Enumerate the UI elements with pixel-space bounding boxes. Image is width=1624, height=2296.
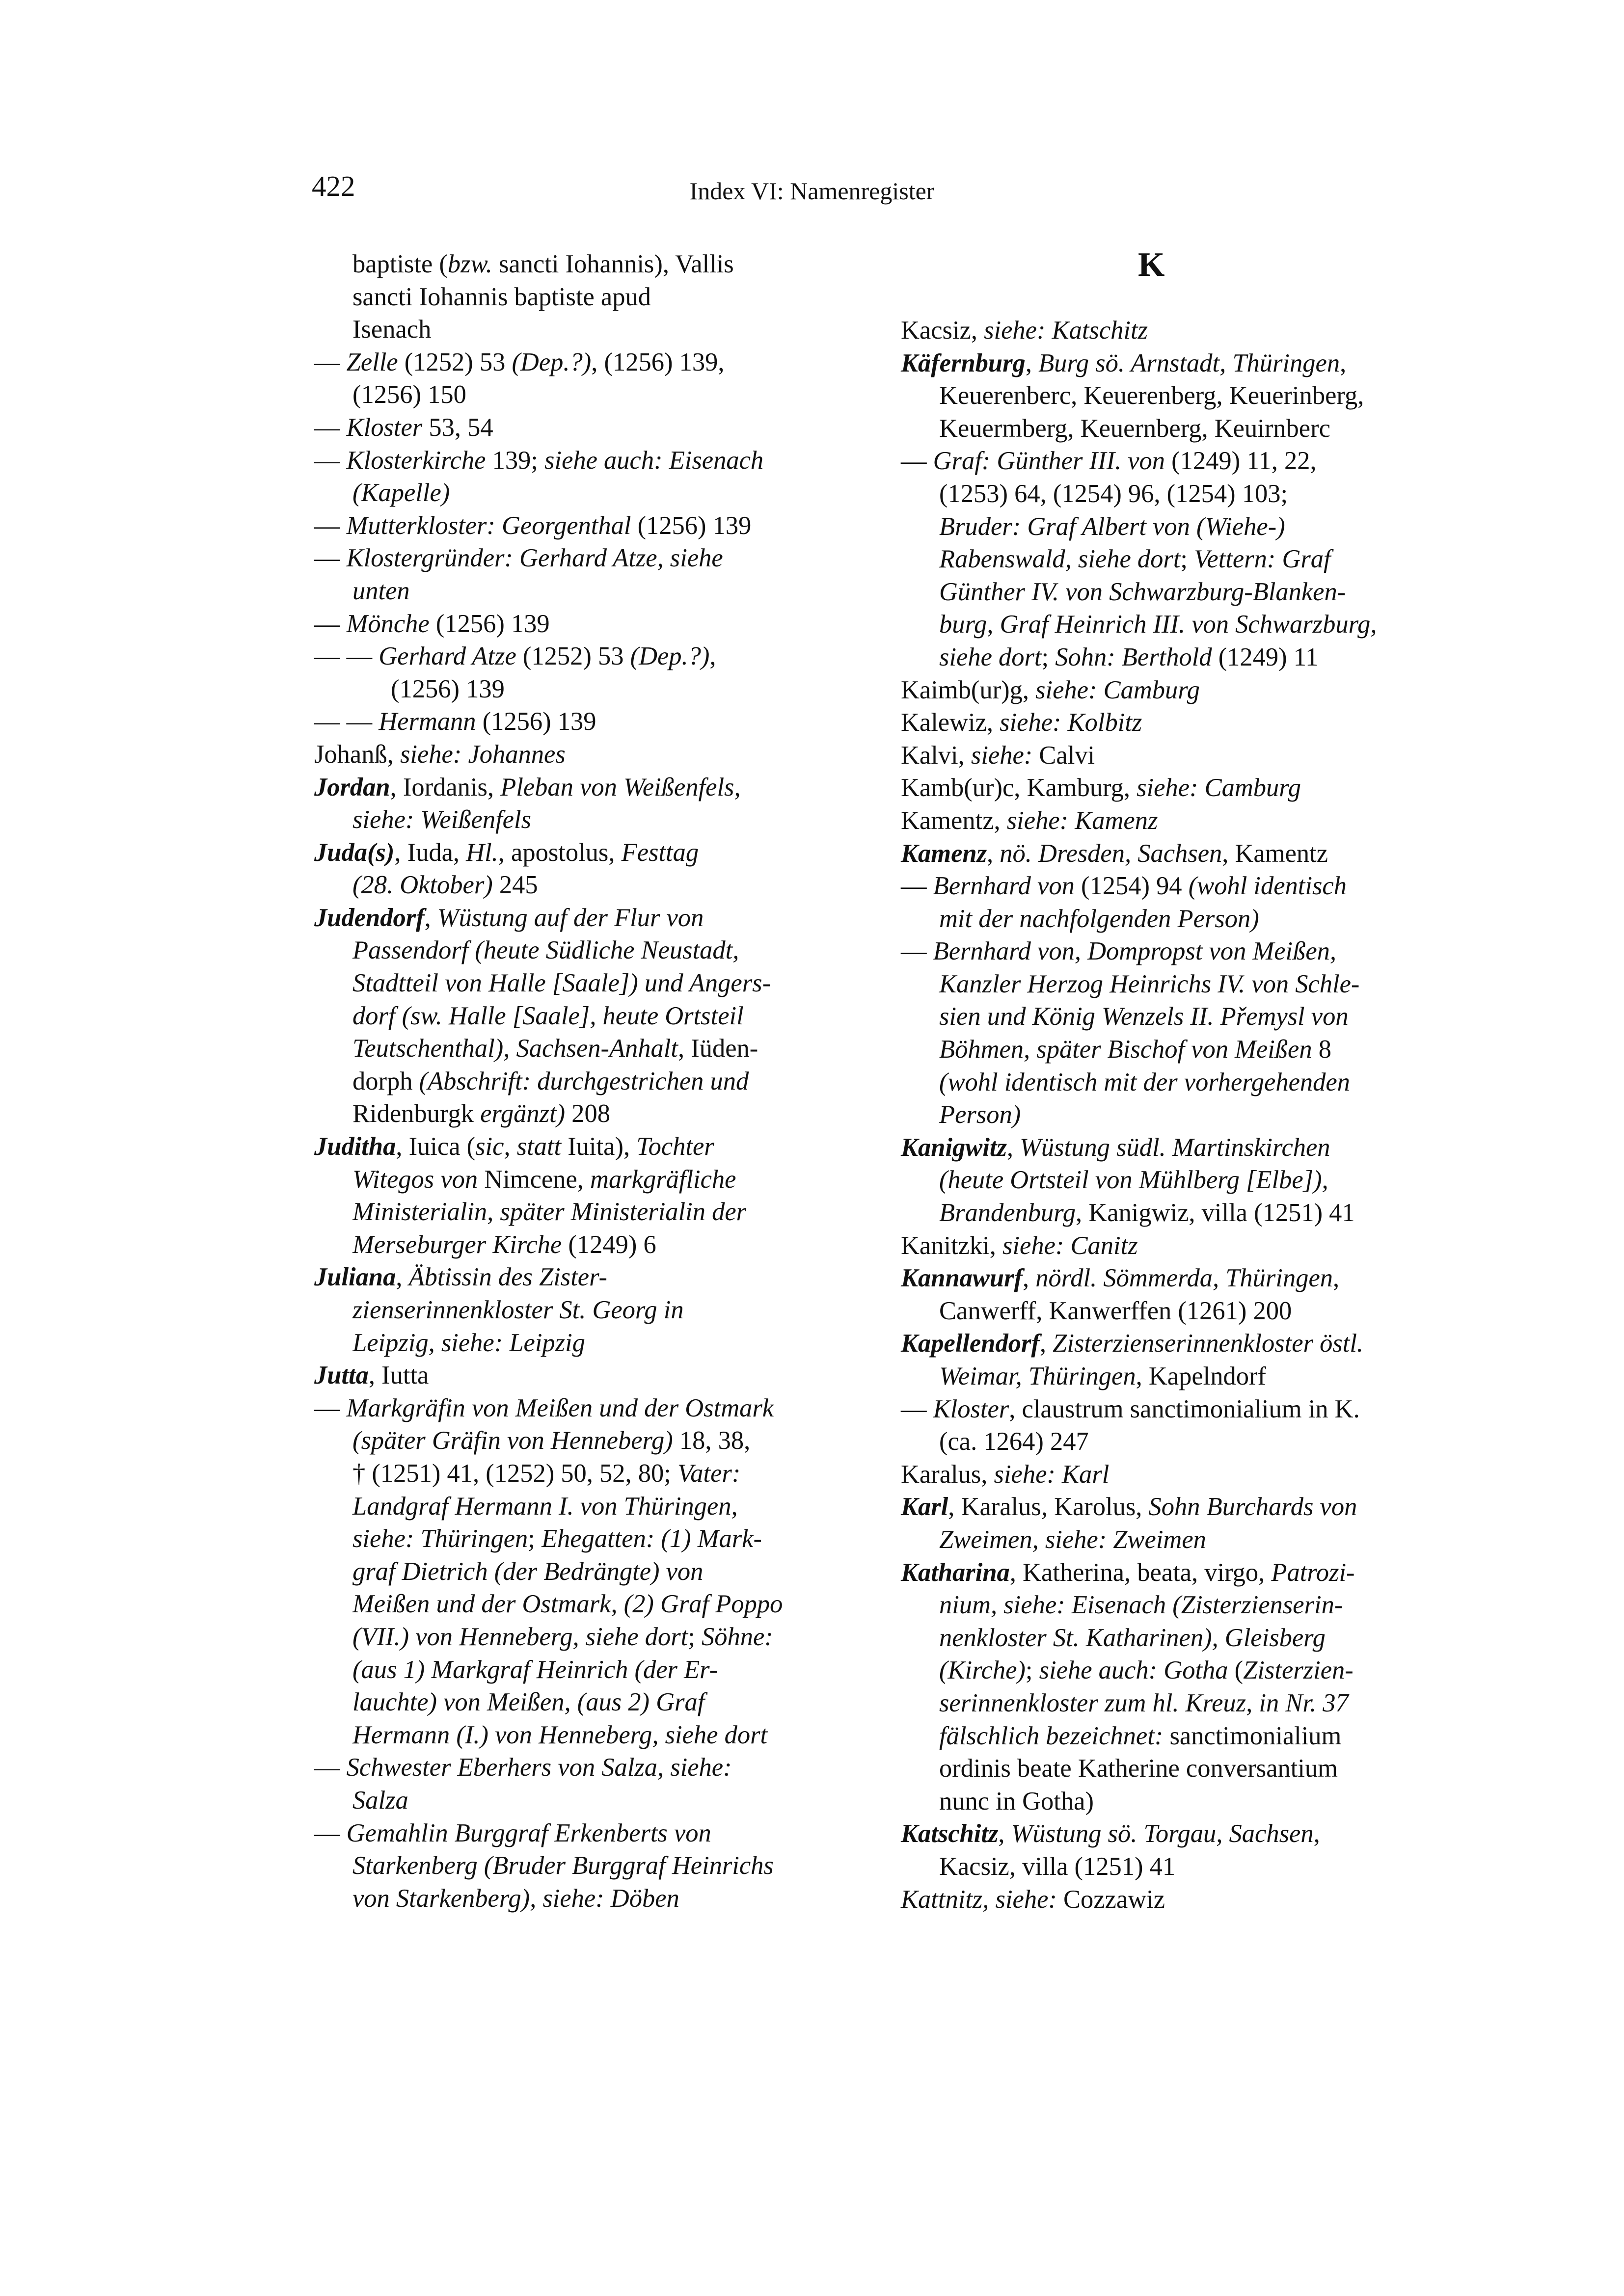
index-line: (Kirche); siehe auch: Gotha (Zisterzien-: [939, 1656, 1353, 1685]
index-line: Kanzler Herzog Heinrichs IV. von Schle-: [939, 969, 1360, 998]
index-line: zienserinnenkloster St. Georg in: [352, 1296, 684, 1324]
index-line: nenkloster St. Katharinen), Gleisberg: [939, 1623, 1326, 1652]
index-line: — Schwester Eberhers von Salza, siehe:: [314, 1753, 732, 1782]
index-line: Merseburger Kirche (1249) 6: [352, 1230, 656, 1259]
index-line: unten: [352, 576, 410, 605]
index-line: (28. Oktober) 245: [352, 871, 538, 900]
index-line: — Mönche (1256) 139: [314, 609, 550, 638]
index-line: Person): [939, 1100, 1021, 1129]
index-line: Juda(s), Iuda, Hl., apostolus, Festtag: [314, 838, 699, 867]
index-line: sien und König Wenzels II. Přemysl von: [939, 1002, 1349, 1031]
index-line: Brandenburg, Kanigwiz, villa (1251) 41: [939, 1199, 1355, 1228]
running-head: Index VI: Namenregister: [689, 177, 935, 205]
index-line: Starkenberg (Bruder Burggraf Heinrichs: [352, 1851, 774, 1880]
index-line: Karalus, siehe: Karl: [901, 1460, 1110, 1489]
index-line: — Graf: Günther III. von (1249) 11, 22,: [901, 447, 1317, 476]
index-line: Teutschenthal), Sachsen-Anhalt, Iüden-: [352, 1034, 758, 1063]
index-line: Canwerff, Kanwerffen (1261) 200: [939, 1296, 1292, 1325]
index-line: Kacsiz, villa (1251) 41: [939, 1852, 1176, 1881]
index-line: (1256) 139: [391, 674, 505, 703]
index-line: — Zelle (1252) 53 (Dep.?), (1256) 139,: [314, 347, 725, 376]
index-line: Kalvi, siehe: Calvi: [901, 741, 1095, 770]
index-line: Hermann (I.) von Henneberg, siehe dort: [352, 1720, 768, 1749]
index-line: (heute Ortsteil von Mühlberg [Elbe]),: [939, 1166, 1328, 1195]
index-line: — Gemahlin Burggraf Erkenberts von: [314, 1818, 711, 1847]
index-line: Keuermberg, Keuernberg, Keuirnberc: [939, 414, 1330, 443]
index-line: Kannawurf, nördl. Sömmerda, Thüringen,: [901, 1264, 1340, 1293]
index-line: (ca. 1264) 247: [939, 1427, 1089, 1456]
index-line: Kaimb(ur)g, siehe: Camburg: [901, 675, 1200, 704]
index-line: — Klosterkirche 139; siehe auch: Eisenach: [314, 446, 764, 475]
index-line: Juliana, Äbtissin des Zister-: [314, 1263, 607, 1292]
index-line: Johanß, siehe: Johannes: [314, 740, 566, 769]
index-line: Kapellendorf, Zisterzienserinnenkloster östl.: [901, 1329, 1364, 1358]
index-line: — Markgräfin von Meißen und der Ostmark: [314, 1393, 774, 1422]
index-line: Bruder: Graf Albert von (Wiehe-): [939, 512, 1285, 541]
index-line: Karl, Karalus, Karolus, Sohn Burchards von: [901, 1493, 1357, 1522]
index-line: Stadtteil von Halle [Saale]) und Angers-: [352, 969, 771, 998]
index-line: Zweimen, siehe: Zweimen: [939, 1525, 1206, 1554]
index-line: — Bernhard von (1254) 94 (wohl identisch: [901, 872, 1347, 901]
index-line: von Starkenberg), siehe: Döben: [352, 1884, 679, 1913]
index-line: — Kloster 53, 54: [314, 413, 493, 442]
index-line: Weimar, Thüringen, Kapelndorf: [939, 1362, 1266, 1390]
left-column: [314, 248, 825, 1915]
index-line: Jutta, Iutta: [314, 1361, 429, 1390]
index-line: — Kloster, claustrum sanctimonialium in K.: [901, 1394, 1360, 1423]
index-line: baptiste (bzw. sancti Iohannis), Vallis: [352, 250, 734, 278]
index-line: graf Dietrich (der Bedrängte) von: [352, 1557, 704, 1586]
index-line: Judendorf, Wüstung auf der Flur von: [314, 903, 704, 932]
index-line: — Mutterkloster: Georgenthal (1256) 139: [314, 511, 752, 540]
index-line: (aus 1) Markgraf Heinrich (der Er-: [352, 1655, 718, 1684]
index-line: mit der nachfolgenden Person): [939, 904, 1259, 933]
index-line: Leipzig, siehe: Leipzig: [352, 1328, 585, 1357]
index-line: Ridenburgk ergänzt) 208: [352, 1099, 610, 1128]
index-line: dorph (Abschrift: durchgestrichen und: [352, 1067, 749, 1095]
index-line: Katharina, Katherina, beata, virgo, Patrozi-: [901, 1558, 1355, 1587]
index-line: Kanitzki, siehe: Canitz: [901, 1231, 1138, 1260]
index-line: Keuerenberc, Keuerenberg, Keuerinberg,: [939, 381, 1364, 410]
index-line: Passendorf (heute Südliche Neustadt,: [352, 936, 739, 965]
index-line: (Kapelle): [352, 479, 450, 507]
index-line: Ministerialin, später Ministerialin der: [352, 1198, 747, 1227]
index-line: (später Gräfin von Henneberg) 18, 38,: [352, 1426, 751, 1455]
index-line: nunc in Gotha): [939, 1787, 1094, 1815]
index-line: Käfernburg, Burg sö. Arnstadt, Thüringen,: [901, 348, 1347, 377]
index-line: Böhmen, später Bischof von Meißen 8: [939, 1035, 1331, 1064]
index-line: siehe: Thüringen; Ehegatten: (1) Mark-: [352, 1524, 762, 1553]
index-line: Landgraf Hermann I. von Thüringen,: [352, 1492, 738, 1521]
index-line: ordinis beate Katherine conversantium: [939, 1754, 1338, 1783]
index-line: Salza: [352, 1786, 408, 1815]
index-line: Kamb(ur)c, Kamburg, siehe: Camburg: [901, 774, 1301, 802]
index-line: Kalewiz, siehe: Kolbitz: [901, 708, 1142, 737]
page-number: 422: [312, 170, 355, 202]
index-line: Rabenswald, siehe dort; Vettern: Graf: [939, 545, 1331, 574]
index-line: nium, siehe: Eisenach (Zisterzienserin-: [939, 1591, 1343, 1620]
index-line: (1253) 64, (1254) 96, (1254) 103;: [939, 479, 1288, 508]
index-line: siehe: Weißenfels: [352, 805, 531, 834]
index-line: (1256) 150: [352, 380, 466, 409]
index-line: — Klostergründer: Gerhard Atze, siehe: [314, 544, 723, 573]
index-line: fälschlich bezeichnet: sanctimonialium: [939, 1721, 1342, 1750]
index-line: Meißen und der Ostmark, (2) Graf Poppo: [352, 1590, 783, 1619]
index-line: serinnenkloster zum hl. Kreuz, in Nr. 37: [939, 1688, 1349, 1717]
index-line: (VII.) von Henneberg, siehe dort; Söhne:: [352, 1622, 773, 1651]
index-line: — Bernhard von, Dompropst von Meißen,: [901, 937, 1337, 966]
index-line: Katschitz, Wüstung sö. Torgau, Sachsen,: [901, 1819, 1320, 1848]
index-line: Witegos von Nimcene, markgräfliche: [352, 1165, 736, 1194]
index-line: Jordan, Iordanis, Pleban von Weißenfels,: [314, 773, 741, 801]
index-line: (wohl identisch mit der vorhergehenden: [939, 1068, 1350, 1096]
index-line: — — Gerhard Atze (1252) 53 (Dep.?),: [314, 642, 716, 671]
right-column: [901, 314, 1421, 1916]
index-line: Kamentz, siehe: Kamenz: [901, 806, 1158, 835]
index-line: Kacsiz, siehe: Katschitz: [901, 316, 1148, 345]
index-line: Isenach: [352, 315, 432, 344]
index-line: Kattnitz, siehe: Cozzawiz: [901, 1885, 1165, 1914]
index-line: sancti Iohannis baptiste apud: [352, 282, 651, 311]
index-line: lauchte) von Meißen, (aus 2) Graf: [352, 1688, 705, 1717]
index-line: Günther IV. von Schwarzburg-Blanken-: [939, 577, 1346, 606]
index-line: burg, Graf Heinrich III. von Schwarzburg,: [939, 610, 1377, 639]
index-line: Juditha, Iuica (sic, statt Iuita), Tochter: [314, 1132, 714, 1161]
index-line: siehe dort; Sohn: Berthold (1249) 11: [939, 642, 1319, 671]
index-line: dorf (sw. Halle [Saale], heute Ortsteil: [352, 1001, 744, 1030]
index-line: † (1251) 41, (1252) 50, 52, 80; Vater:: [352, 1459, 741, 1488]
index-line: Kamenz, nö. Dresden, Sachsen, Kamentz: [901, 839, 1328, 868]
index-line: — — Hermann (1256) 139: [314, 707, 596, 736]
index-line: Kanigwitz, Wüstung südl. Martinskirchen: [901, 1133, 1330, 1162]
section-letter: K: [1138, 246, 1165, 284]
